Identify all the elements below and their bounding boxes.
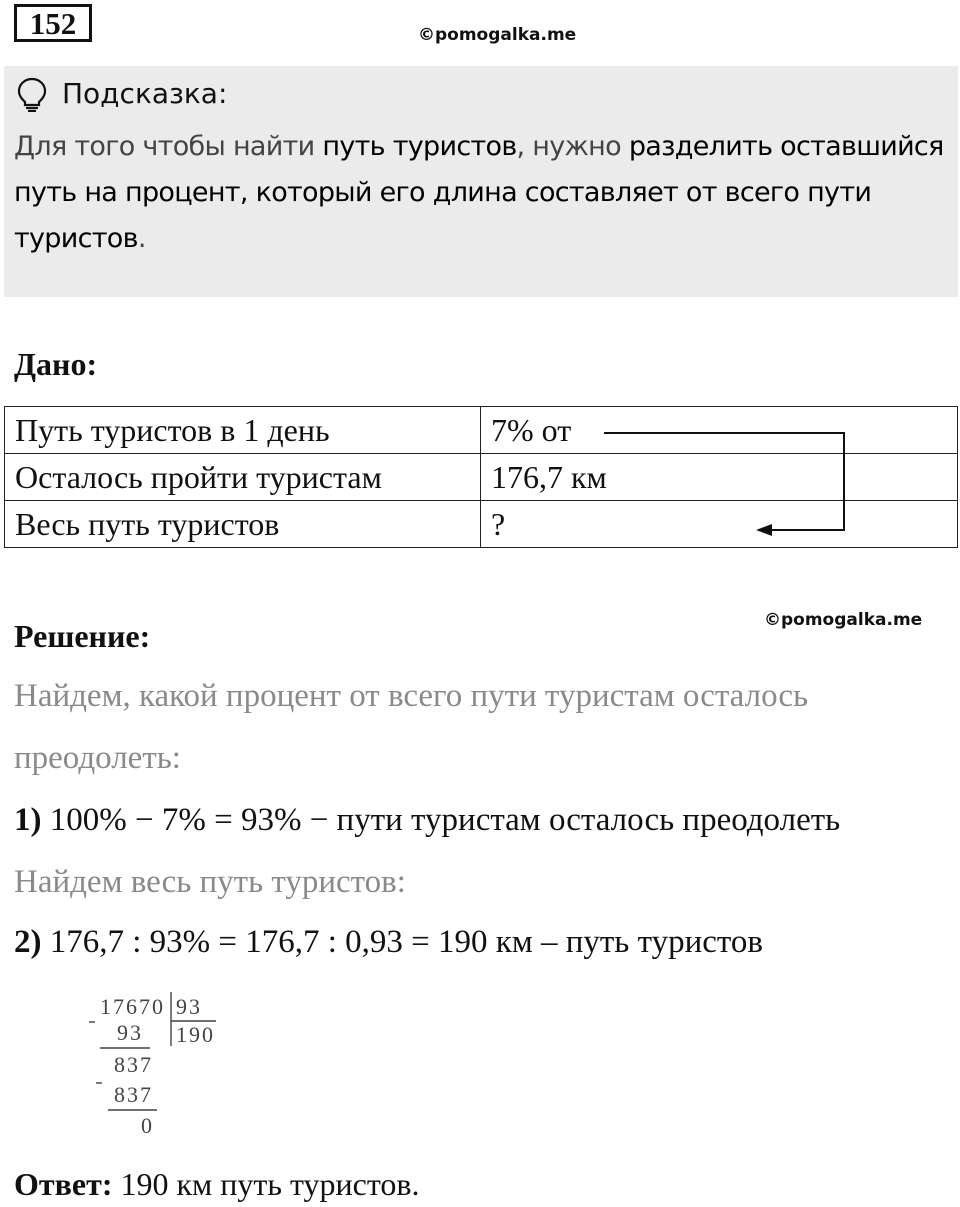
given-heading: Дано: <box>14 346 98 382</box>
division-subtrahend: 93 <box>117 1020 143 1045</box>
hint-title: Подсказка: <box>62 77 228 110</box>
table-row <box>5 454 958 501</box>
solution-intro-2: Найдем весь путь туристов: <box>14 864 406 900</box>
given-value: ? <box>481 501 958 548</box>
given-label: Путь туристов в 1 день <box>5 407 481 454</box>
solution-intro: Найдем, какой процент от всего пути туристам осталось <box>14 678 809 714</box>
given-table <box>4 406 958 548</box>
answer-label: Ответ: <box>14 1166 113 1202</box>
step-text: 100% − 7% = 93% − пути туристам осталось преодолеть <box>49 802 841 838</box>
given-value: 7% от <box>481 407 958 454</box>
division-divisor: 93 <box>176 994 202 1019</box>
task-number: 152 <box>14 4 92 42</box>
solution-intro-cont: преодолеть: <box>14 740 181 776</box>
watermark: ©pomogalka.me <box>764 610 923 630</box>
answer <box>14 1166 420 1203</box>
division-final-remainder: 0 <box>141 1113 154 1138</box>
solution-heading: Решение: <box>14 618 151 654</box>
hint-part: . <box>137 223 146 254</box>
hint-part: Для того чтобы найти <box>14 131 323 162</box>
hint-part: путь туристов <box>322 131 517 162</box>
hint-part: разделить оставшийся путь на процент, который его длина составляет от всего пути туристов <box>14 131 944 254</box>
division-subtrahend: 837 <box>114 1082 153 1107</box>
hint-text <box>14 124 944 262</box>
division-quotient: 190 <box>176 1022 215 1047</box>
table-row <box>5 501 958 548</box>
step-2 <box>14 924 763 961</box>
division-dividend: 17670 <box>100 994 165 1019</box>
watermark: ©pomogalka.me <box>418 25 577 45</box>
lightbulb-icon <box>14 76 50 112</box>
division-remainder: 837 <box>114 1052 153 1077</box>
step-number: 1) <box>14 802 42 838</box>
step-1 <box>14 802 840 839</box>
step-number: 2) <box>14 924 42 960</box>
step-text: 176,7 : 93% = 176,7 : 0,93 = 190 км – путь туристов <box>49 924 763 960</box>
hint-part: , нужно <box>516 131 629 162</box>
answer-text: 190 км путь туристов. <box>120 1166 420 1202</box>
given-label: Осталось пройти туристам <box>5 454 481 501</box>
given-value: 176,7 км <box>481 454 958 501</box>
table-row <box>5 407 958 454</box>
given-label: Весь путь туристов <box>5 501 481 548</box>
